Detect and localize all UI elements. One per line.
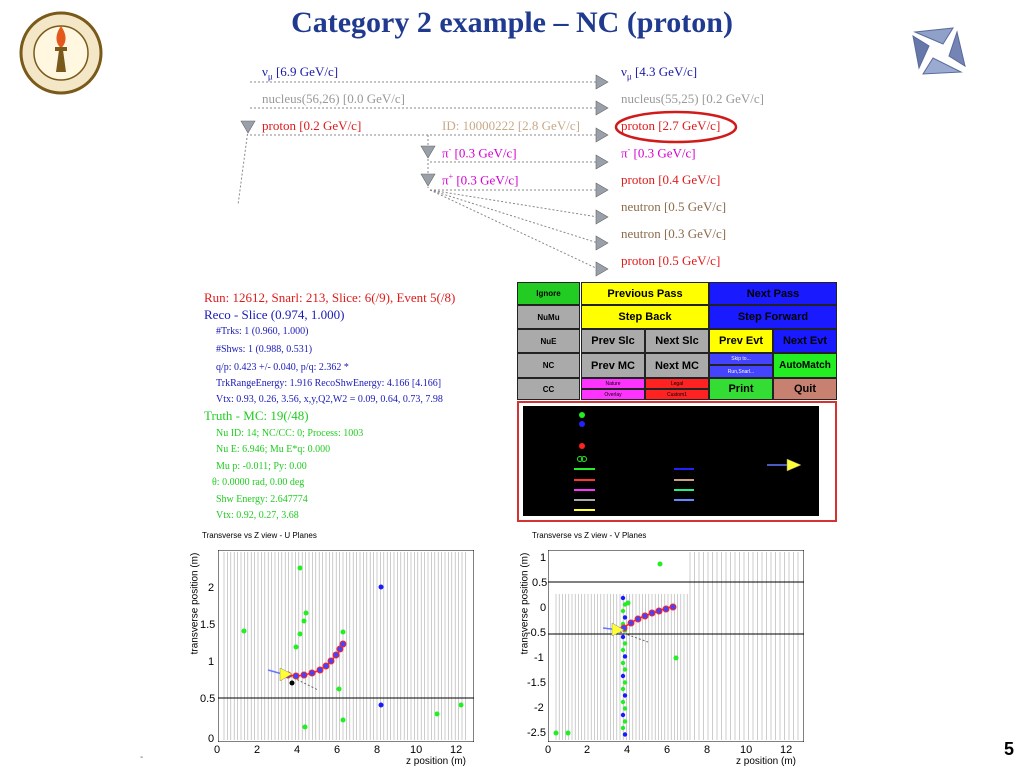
tree-left-proton: proton [0.2 GeV/c] xyxy=(262,118,362,133)
step-forward-button[interactable]: Step Forward xyxy=(709,305,837,329)
v-ytick: -0.5 xyxy=(527,627,546,639)
truth-detail: θ: 0.0000 rad, 0.00 deg xyxy=(212,477,305,488)
u-xtick: 2 xyxy=(254,744,261,756)
next-pass-button[interactable]: Next Pass xyxy=(709,282,837,305)
truth-line: Truth - MC: 19(/48) xyxy=(204,408,309,423)
v-plot-title: Transverse vs Z view - V Planes xyxy=(532,531,647,540)
v-hit xyxy=(621,726,625,730)
v-xtick: 12 xyxy=(780,744,793,756)
u-xlabel: z position (m) xyxy=(406,756,467,767)
reco-detail: #Trks: 1 (0.960, 1.000) xyxy=(216,326,309,337)
nc-button[interactable]: NC xyxy=(517,353,580,378)
v-xtick: 4 xyxy=(624,744,631,756)
u-ylabel: transverse position (m) xyxy=(189,552,201,655)
v-hit xyxy=(623,615,627,619)
tree-left-numu: $\nu_\mu$ [6.9 GeV/c] xyxy=(262,64,339,82)
v-hit xyxy=(621,687,625,691)
u-xtick: 12 xyxy=(450,744,463,756)
footer-mark: - xyxy=(140,752,144,763)
v-hit xyxy=(621,596,625,600)
v-ytick: -1.5 xyxy=(527,677,546,689)
legal-button[interactable]: Legal xyxy=(645,378,709,389)
truth-detail: Vtx: 0.92, 0.27, 3.68 xyxy=(216,510,299,521)
overlay-button[interactable]: Overlay xyxy=(581,389,645,400)
event-display-control-panel xyxy=(517,282,837,522)
v-xtick: 6 xyxy=(664,744,671,756)
v-hit xyxy=(621,713,625,717)
reco-detail: #Shws: 1 (0.988, 0.531) xyxy=(216,344,313,355)
print-button[interactable]: Print xyxy=(709,378,773,400)
v-xtick: 0 xyxy=(545,744,552,756)
tree-right-proton-3: proton [0.5 GeV/c] xyxy=(621,253,721,268)
quit-button[interactable]: Quit xyxy=(773,378,837,400)
v-ytick: 0 xyxy=(540,602,547,614)
v-hit xyxy=(623,719,627,723)
v-xtick: 2 xyxy=(584,744,591,756)
reco-detail: Vtx: 0.93, 0.26, 3.56, x,y,Q2,W2 = 0.09, 0.64, 0.73, 7.98 xyxy=(216,394,443,405)
v-hit xyxy=(621,635,625,639)
u-ytick: 1.5 xyxy=(200,619,216,631)
v-hit xyxy=(623,706,627,710)
tree-right-numu: $\nu_\mu$ [4.3 GeV/c] xyxy=(621,64,698,82)
u-planes-plot xyxy=(218,550,474,742)
v-hit xyxy=(621,661,625,665)
cc-button[interactable]: CC xyxy=(517,378,580,400)
v-hit xyxy=(621,648,625,652)
v-hit xyxy=(621,674,625,678)
step-back-button[interactable]: Step Back xyxy=(581,305,709,329)
ignore-button[interactable]: Ignore xyxy=(517,282,580,305)
custom-button[interactable]: Custom1 xyxy=(645,389,709,400)
nue-button[interactable]: NuE xyxy=(517,329,580,353)
v-hit xyxy=(623,732,627,736)
v-xtick: 8 xyxy=(704,744,711,756)
tree-right-proton-highlight: proton [2.7 GeV/c] xyxy=(621,118,721,133)
v-hit xyxy=(623,654,627,658)
reco-detail: TrkRangeEnergy: 1.916 RecoShwEnergy: 4.166 [4.166] xyxy=(216,378,442,389)
prev-mc-button[interactable]: Prev MC xyxy=(581,353,645,378)
prev-slc-button[interactable]: Prev Slc xyxy=(581,329,645,353)
tree-left-nucleus: nucleus(56,26) [0.0 GeV/c] xyxy=(262,91,405,106)
tree-mid-piminus: π- [0.3 GeV/c] xyxy=(442,145,517,161)
u-plot-title: Transverse vs Z view - U Planes xyxy=(202,531,317,540)
numu-button[interactable]: NuMu xyxy=(517,305,580,329)
run-line: Run: 12612, Snarl: 213, Slice: 6(/9), Event 5(/8) xyxy=(204,290,456,305)
v-xtick: 10 xyxy=(740,744,753,756)
skip-to-button[interactable]: Skip to... xyxy=(709,353,773,365)
u-xtick: 4 xyxy=(294,744,301,756)
u-ytick: 2 xyxy=(208,582,215,594)
next-slc-button[interactable]: Next Slc xyxy=(645,329,709,353)
u-ytick: 1 xyxy=(208,656,215,668)
legend-frame xyxy=(517,401,837,522)
tree-right-neutron-2: neutron [0.3 GeV/c] xyxy=(621,226,727,241)
truth-detail: Mu p: -0.011; Py: 0.00 xyxy=(216,461,307,472)
v-hit xyxy=(623,667,627,671)
v-ylabel: transverse position (m) xyxy=(519,552,531,655)
tree-right-neutron-1: neutron [0.5 GeV/c] xyxy=(621,199,727,214)
v-ytick: -2.5 xyxy=(527,727,546,739)
legend-display xyxy=(519,403,835,520)
v-hit xyxy=(623,602,627,606)
automatch-button[interactable]: AutoMatch xyxy=(773,353,837,378)
tree-mid-piplus: π+ [0.3 GeV/c] xyxy=(442,172,519,188)
u-ytick: 0 xyxy=(208,733,215,745)
decay-tree-lines xyxy=(0,0,1024,280)
tree-right-piminus: π- [0.3 GeV/c] xyxy=(621,145,696,161)
u-ytick: 0.5 xyxy=(200,693,216,705)
previous-pass-button[interactable]: Previous Pass xyxy=(581,282,709,305)
truth-detail: Nu E: 6.946; Mu E*q: 0.000 xyxy=(216,444,331,455)
v-hit xyxy=(621,609,625,613)
truth-detail: Shw Energy: 2.647774 xyxy=(216,494,308,505)
next-mc-button[interactable]: Next MC xyxy=(645,353,709,378)
slide-title: Category 2 example – NC (proton) xyxy=(291,6,733,39)
v-hit xyxy=(623,693,627,697)
tree-right-proton-2: proton [0.4 GeV/c] xyxy=(621,172,721,187)
u-xtick: 10 xyxy=(410,744,423,756)
v-planes-plot xyxy=(548,550,804,742)
prev-evt-button[interactable]: Prev Evt xyxy=(709,329,773,353)
tree-right-nucleus: nucleus(55,25) [0.2 GeV/c] xyxy=(621,91,764,106)
tree-mid-id: ID: 10000222 [2.8 GeV/c] xyxy=(442,118,580,133)
u-xtick: 0 xyxy=(214,744,221,756)
page-number: 5 xyxy=(1003,739,1014,759)
nature-button[interactable]: Nature xyxy=(581,378,645,389)
v-ytick: 0.5 xyxy=(532,577,548,589)
reco-line: Reco - Slice (0.974, 1.000) xyxy=(204,307,345,322)
v-hit xyxy=(623,641,627,645)
run-snarl-button[interactable]: Run,Snarl... xyxy=(709,365,773,378)
u-xtick: 8 xyxy=(374,744,381,756)
next-evt-button[interactable]: Next Evt xyxy=(773,329,837,353)
v-ytick: -1 xyxy=(534,652,544,664)
truth-detail: Nu ID: 14; NC/CC: 0; Process: 1003 xyxy=(216,428,364,439)
u-xtick: 6 xyxy=(334,744,341,756)
v-ytick: 1 xyxy=(540,552,547,564)
v-xlabel: z position (m) xyxy=(736,756,797,767)
reco-detail: q/p: 0.423 +/- 0.040, p/q: 2.362 * xyxy=(216,362,349,373)
v-ytick: -2 xyxy=(534,702,544,714)
v-hit xyxy=(621,700,625,704)
v-hit xyxy=(623,680,627,684)
